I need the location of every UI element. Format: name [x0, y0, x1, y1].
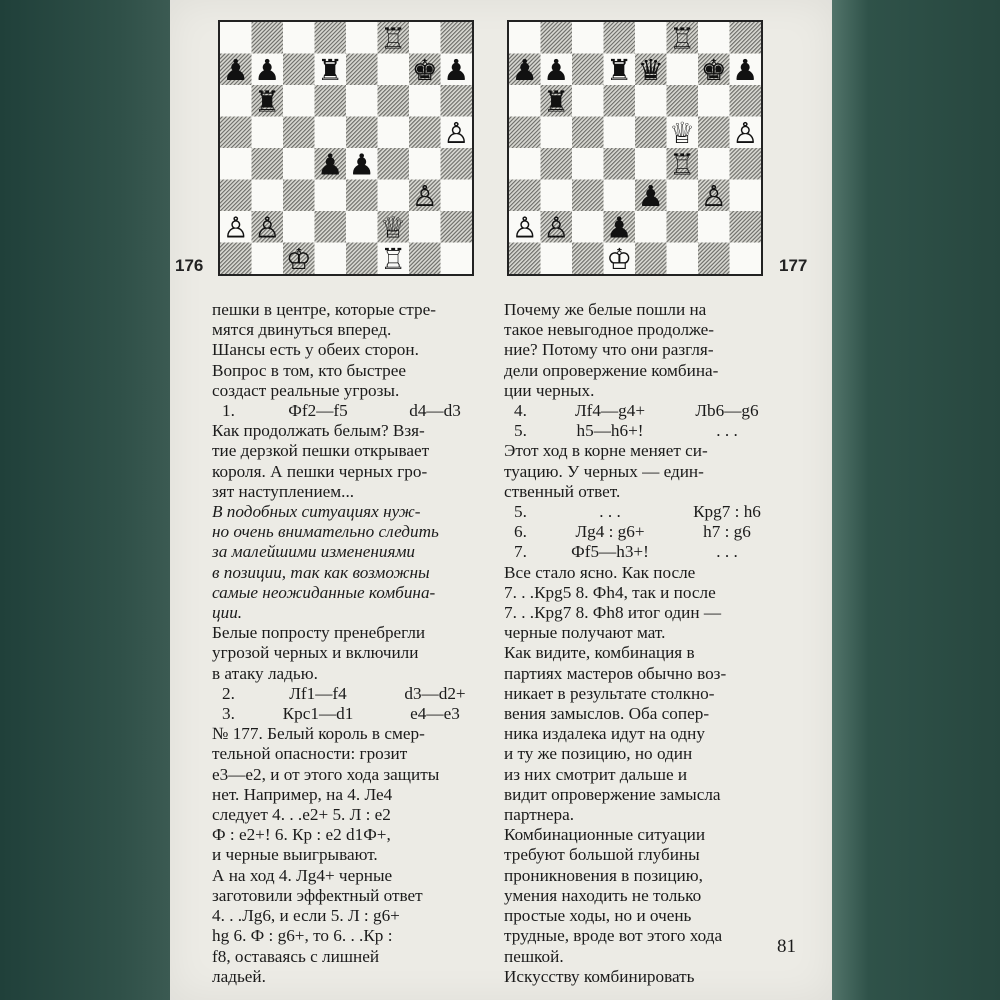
move-number: 1. [222, 401, 235, 421]
black-move: . . . [716, 542, 738, 562]
text-line: нет. Например, на 4. Ле4 [212, 784, 393, 804]
board-square [409, 148, 441, 180]
white-pawn-piece [254, 210, 280, 244]
black-pawn-piece [606, 210, 632, 244]
black-pawn-piece [317, 147, 343, 181]
board-square [378, 148, 410, 180]
text-line: требуют большой глубины [504, 845, 700, 865]
board-square [698, 22, 730, 54]
black-move: . . . [716, 421, 738, 441]
white-move: Лf4—g4+ [574, 401, 646, 421]
white-move: Лg4 : g6+ [575, 522, 645, 542]
board-square [441, 22, 473, 54]
text-line: следует 4. . .е2+ 5. Л : е2 [212, 805, 391, 825]
black-queen-piece [638, 53, 664, 87]
board-square [509, 85, 541, 117]
background-right [825, 0, 1000, 1000]
white-queen-piece [669, 116, 695, 150]
black-move: Крg7 : h6 [693, 502, 761, 522]
board-square [346, 22, 378, 54]
white-move: Крс1—d1 [282, 704, 354, 724]
board-square [378, 180, 410, 212]
black-move: e4—e3 [410, 704, 460, 724]
text-line: ладьей. [212, 966, 266, 986]
board-square [698, 85, 730, 117]
board-square [572, 54, 604, 86]
text-line: дели опровержение комбина- [504, 360, 719, 380]
board-square [698, 243, 730, 275]
text-line: 4. . .Лg6, и если 5. Л : g6+ [212, 906, 400, 926]
text-line: 7. . .Крg5 8. Фh4, так и после [504, 582, 716, 602]
board-square [604, 117, 636, 149]
white-rook-piece [380, 22, 406, 55]
black-move: h7 : g6 [703, 522, 751, 542]
text-line: проникновения в позицию, [504, 865, 703, 885]
text-line: умения находить не только [504, 885, 702, 905]
board-square [635, 243, 667, 275]
black-pawn-piece [443, 53, 469, 87]
board-square [409, 243, 441, 275]
text-line: тие дерзкой пешки открывает [212, 441, 430, 461]
board-square [409, 22, 441, 54]
text-line: туацию. У черных — един- [504, 461, 704, 481]
board-square [572, 211, 604, 243]
board-square [667, 180, 699, 212]
black-king-piece [701, 53, 727, 87]
move-line [504, 401, 794, 421]
black-rook-piece [317, 53, 343, 87]
chess-diagram-177 [507, 20, 763, 276]
text-line: никает в результате столкно- [504, 683, 715, 703]
white-move: Лf1—f4 [289, 683, 347, 703]
board-square [283, 148, 315, 180]
text-line: простые ходы, но и очень [504, 906, 692, 926]
text-line: ние? Потому что они разгля- [504, 340, 714, 360]
board-square [509, 243, 541, 275]
board-square [541, 22, 573, 54]
white-move: . . . [599, 502, 621, 522]
text-line: пешкой. [504, 946, 564, 966]
board-square [315, 180, 347, 212]
move-number: 3. [222, 704, 235, 724]
move-line [504, 542, 794, 562]
board-square [283, 211, 315, 243]
text-line: и ту же позицию, но один [504, 744, 693, 764]
text-line: Почему же белые пошли на [504, 300, 707, 319]
italic-text-line: но очень внимательно следить [212, 522, 439, 542]
white-move: Фf2—f5 [288, 401, 348, 421]
board-square [667, 211, 699, 243]
board-square [604, 22, 636, 54]
board-square [252, 22, 284, 54]
white-pawn-piece [412, 179, 438, 213]
board-square [730, 180, 762, 212]
board-square [220, 148, 252, 180]
text-line: в атаку ладью. [212, 663, 318, 683]
chess-board-176 [220, 22, 472, 274]
board-square [635, 148, 667, 180]
board-square [346, 85, 378, 117]
move-number: 2. [222, 683, 235, 703]
board-square [572, 85, 604, 117]
move-line [504, 522, 794, 542]
black-pawn-piece [543, 53, 569, 87]
text-line: зят наступлением... [212, 481, 355, 501]
board-square [441, 148, 473, 180]
move-line [212, 704, 492, 724]
board-square [283, 22, 315, 54]
board-square [315, 22, 347, 54]
text-line: Как продолжать белым? Взя- [212, 421, 425, 441]
board-square [409, 85, 441, 117]
board-square [409, 211, 441, 243]
board-square [346, 211, 378, 243]
chess-board-177 [509, 22, 761, 274]
black-pawn-piece [254, 53, 280, 87]
text-line: Ф : е2+! 6. Кр : е2 d1Ф+, [212, 825, 391, 845]
white-queen-piece [380, 210, 406, 244]
board-square [283, 180, 315, 212]
text-line: заготовили эффектный ответ [212, 885, 423, 905]
text-line: мятся двинуться вперед. [212, 320, 392, 340]
board-square [509, 22, 541, 54]
board-square [541, 180, 573, 212]
text-line: и черные выигрывают. [212, 845, 378, 865]
board-square [252, 243, 284, 275]
move-line [504, 421, 794, 441]
text-line: такое невыгодное продолже- [504, 320, 715, 340]
text-line: Белые попросту пренебрегли [212, 623, 426, 643]
board-square [572, 148, 604, 180]
board-square [315, 85, 347, 117]
text-line: черные получают мат. [504, 623, 666, 643]
board-square [541, 148, 573, 180]
board-square [604, 180, 636, 212]
board-square [315, 117, 347, 149]
board-square [346, 54, 378, 86]
board-square [220, 117, 252, 149]
text-line: А на ход 4. Лg4+ черные [212, 865, 393, 885]
board-square [220, 243, 252, 275]
diagram-number-176: 176 [175, 256, 204, 275]
text-line: тельной опасности: грозит [212, 744, 408, 764]
board-square [730, 243, 762, 275]
black-move: d4—d3 [409, 401, 461, 421]
text-line: Этот ход в корне меняет си- [504, 441, 708, 461]
black-rook-piece [606, 53, 632, 87]
white-move: Фf5—h3+! [571, 542, 649, 562]
italic-text-line: В подобных ситуациях нуж- [212, 502, 421, 522]
text-line: ственный ответ. [504, 481, 621, 501]
board-square [698, 148, 730, 180]
board-square [730, 85, 762, 117]
board-square [572, 117, 604, 149]
move-number: 7. [514, 542, 527, 562]
move-line [504, 502, 794, 522]
text-line: hg 6. Ф : g6+, то 6. . .Кр : [212, 926, 393, 946]
text-line: Искусству комбинировать [504, 966, 695, 986]
board-square [252, 117, 284, 149]
text-line: партнера. [504, 805, 575, 825]
board-square [346, 117, 378, 149]
move-number: 5. [514, 421, 527, 441]
board-square [378, 54, 410, 86]
board-square [572, 180, 604, 212]
board-square [441, 243, 473, 275]
white-pawn-piece [443, 116, 469, 150]
white-move: h5—h6+! [576, 421, 644, 441]
text-line: вения замыслов. Оба сопер- [504, 704, 710, 724]
text-line: пешки в центре, которые стре- [212, 300, 436, 319]
board-square [541, 117, 573, 149]
board-square [572, 22, 604, 54]
board-square [252, 180, 284, 212]
white-pawn-piece [223, 210, 249, 244]
text-line: Как видите, комбинация в [504, 643, 695, 663]
white-pawn-piece [512, 210, 538, 244]
board-square [698, 117, 730, 149]
board-square [509, 180, 541, 212]
board-square [667, 243, 699, 275]
text-line: ника издалека идут на одну [504, 724, 705, 744]
text-line: трудные, вроде вот этого хода [504, 926, 723, 946]
text-line: Все стало ясно. Как после [504, 562, 696, 582]
black-rook-piece [254, 84, 280, 118]
board-square [378, 117, 410, 149]
move-number: 6. [514, 522, 527, 542]
text-line: Вопрос в том, кто быстрее [212, 360, 407, 380]
text-line: видит опровержение замысла [504, 784, 721, 804]
board-square [315, 211, 347, 243]
board-square [220, 180, 252, 212]
board-square [409, 117, 441, 149]
left-text-column [212, 300, 492, 987]
board-square [698, 211, 730, 243]
white-king-piece [286, 242, 312, 274]
text-line: угрозой черных и включили [212, 643, 419, 663]
text-line: е3—е2, и от этого хода защиты [212, 764, 440, 784]
board-square [635, 211, 667, 243]
black-pawn-piece [638, 179, 664, 213]
black-pawn-piece [349, 147, 375, 181]
black-pawn-piece [732, 53, 758, 87]
board-square [730, 211, 762, 243]
board-square [635, 22, 667, 54]
italic-text-line: за малейшими изменениями [212, 542, 416, 562]
board-square [283, 54, 315, 86]
black-king-piece [412, 53, 438, 87]
move-number: 5. [514, 502, 527, 522]
move-line [212, 684, 492, 704]
text-line: Комбинационные ситуации [504, 825, 706, 845]
board-square [315, 243, 347, 275]
board-square [635, 117, 667, 149]
page-number: 81 [777, 936, 796, 957]
white-king-piece [606, 242, 632, 274]
text-line: создаст реальные угрозы. [212, 380, 400, 400]
board-square [441, 211, 473, 243]
board-square [346, 243, 378, 275]
italic-text-line: ции. [212, 603, 243, 623]
move-number: 4. [514, 401, 527, 421]
white-rook-piece [669, 147, 695, 181]
background-left [0, 0, 170, 1000]
board-square [604, 85, 636, 117]
text-line: 7. . .Крg7 8. Фh8 итог один — [504, 603, 722, 623]
white-pawn-piece [701, 179, 727, 213]
board-square [346, 180, 378, 212]
board-square [667, 54, 699, 86]
board-square [220, 22, 252, 54]
text-line: Шансы есть у обеих сторон. [212, 340, 419, 360]
text-line: короля. А пешки черных гро- [212, 461, 428, 481]
white-pawn-piece [543, 210, 569, 244]
text-line: № 177. Белый король в смер- [212, 724, 425, 744]
italic-text-line: в позиции, так как возможны [212, 562, 430, 582]
diagram-number-177: 177 [779, 256, 808, 275]
board-square [509, 117, 541, 149]
white-pawn-piece [732, 116, 758, 150]
board-square [220, 85, 252, 117]
board-square [509, 148, 541, 180]
board-square [441, 85, 473, 117]
chess-diagram-176 [218, 20, 474, 276]
right-text-column [504, 300, 794, 987]
board-square [667, 85, 699, 117]
board-square [252, 148, 284, 180]
text-line: f8, оставаясь с лишней [212, 946, 380, 966]
board-square [541, 243, 573, 275]
board-square [730, 148, 762, 180]
white-rook-piece [380, 242, 406, 274]
text-line: ции черных. [504, 380, 595, 400]
board-square [378, 85, 410, 117]
move-line [212, 401, 492, 421]
black-move: Лb6—g6 [695, 401, 759, 421]
board-square [283, 85, 315, 117]
board-square [441, 180, 473, 212]
board-square [572, 243, 604, 275]
white-rook-piece [669, 22, 695, 55]
board-square [604, 148, 636, 180]
board-square [635, 85, 667, 117]
black-pawn-piece [223, 53, 249, 87]
board-square [730, 22, 762, 54]
board-square [283, 117, 315, 149]
italic-text-line: самые неожиданные комбина- [212, 582, 436, 602]
text-line: партиях мастеров обычно воз- [504, 663, 727, 683]
black-pawn-piece [512, 53, 538, 87]
text-line: из них смотрит дальше и [504, 764, 688, 784]
black-move: d3—d2+ [404, 683, 466, 703]
book-page [170, 0, 832, 1000]
black-rook-piece [543, 84, 569, 118]
